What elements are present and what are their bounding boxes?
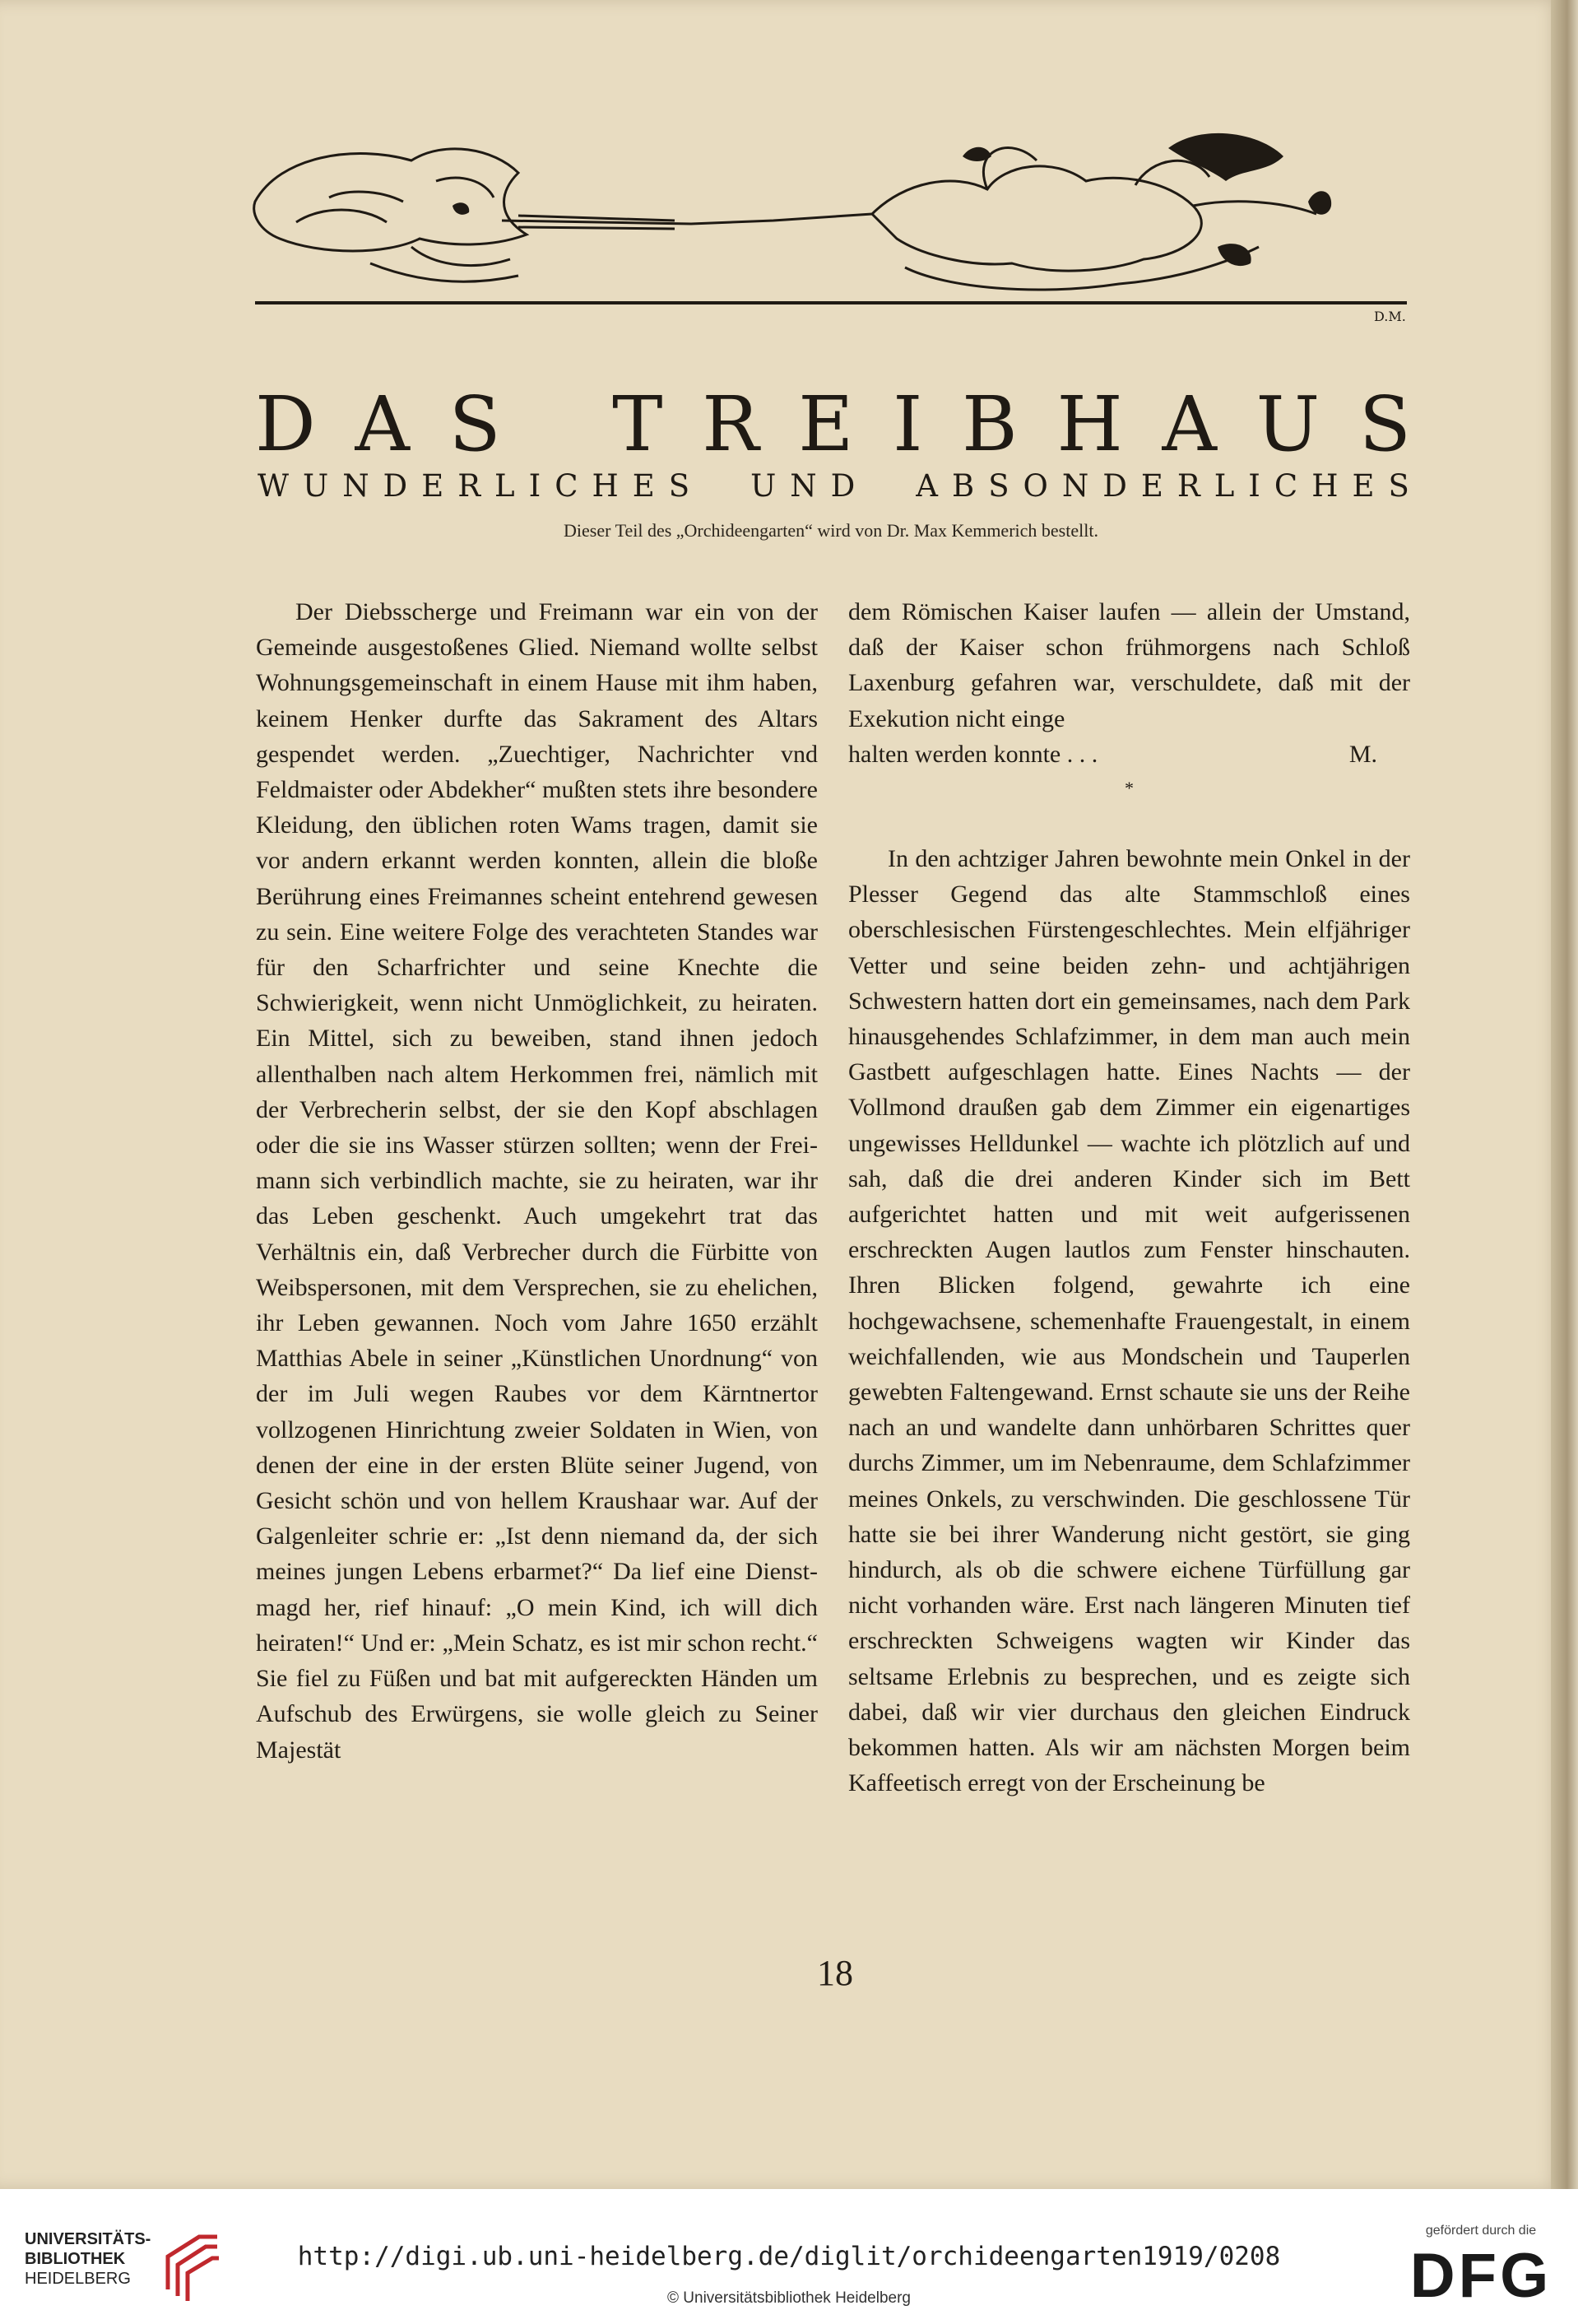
subtitle-letter: I (1248, 468, 1260, 504)
subtitle-letter: S (1388, 468, 1409, 504)
title-letter: T (612, 380, 663, 468)
title-letter: S (1358, 380, 1411, 468)
subtitle-letter: N (1061, 468, 1089, 504)
title-letter: U (1255, 380, 1320, 468)
subtitle-letter: R (457, 468, 481, 504)
editor-note: Dieser Teil des „Orchideengarten“ wird von Dr. Max Kemmerich bestellt. (564, 520, 1098, 541)
subtitle-letter: D (383, 468, 408, 504)
title-letter: A (355, 380, 410, 468)
page-number: 18 (817, 1953, 853, 1993)
ub-logo-mark-icon (158, 2232, 224, 2301)
subtitle-letter: H (592, 468, 619, 504)
subtitle-letter: D (1102, 468, 1127, 504)
title-letter: A (1162, 380, 1217, 468)
funding-note: gefördert durch die (1425, 2224, 1537, 2238)
subtitle-letter: R (1177, 468, 1200, 504)
subtitle-letter: H (1311, 468, 1339, 504)
article-paragraph: Der Diebsscherge und Freimann war ein von der Gemeinde ausgestoßenes Glied. Niemand wollte selbst Wohnungsgemeinschaft in einem Hause mit ihm haben, keinem Henker durfte das Sakrament des Altars gespendet werden. „Zuechtiger, Nachrichter vnd Feldmaister oder Abdekher“ mußten stets ihre besondere Kleidung, den üblichen roten Wams tragen, damit sie vor andern erkannt werden konnten, allein die bloße Berührung eines Freimannes scheint entehrend gewesen zu sein. Eine weitere Folge des verachteten Standes war für den Scharfrichter und seine Knechte die Schwierigkeit, wenn nicht Unmöglichkeit, zu heiraten. Ein Mittel, sich zu beweiben, stand ihnen jedoch allenthalben nach altem Herkommen frei, nämlich mit der Verbrecherin selbst, der sie den Kopf abschlagen oder die sie ins Wasser stürzen sollten; wenn der Freimann sich verbindlich machte, sie zu heiraten, war ihr das Leben geschenkt. Auch umgekehrt trat das Verhältnis ein, daß Verbrecher durch die Fürbitte von Weibspersonen, mit dem Versprechen, sie zu ehelichen, ihr Leben gewannen. Noch vom Jahre 1650 erzählt Matthias Abele in seiner „Künstlichen Unordnung“ von der im Juli wegen Raubes vor dem Kärntnertor vollzogenen Hinrichtung zweier Soldaten in Wien, von denen der eine in der ersten Blüte seiner Jugend, von Gesicht schön und von hellem Kraushaar war. Auf der Galgenleiter schrie er: „Ist denn niemand da, der sich meines jungen Lebens erbarmet?“ Da lief eine Dienstmagd her, rief hinauf: „O mein Kind, ich will dich heiraten!“ Und er: „Mein Schatz, es ist mir schon recht.“ Sie fiel zu Füßen und bat mit aufgereckten Händen um Aufschub des Erwürgens, sie wolle gleich zu Seiner Majestät (256, 598, 818, 1764)
institution-name-line1: UNIVERSITÄTS- (25, 2230, 151, 2248)
subtitle-word-gap (703, 471, 736, 501)
subtitle-letter: E (632, 468, 655, 504)
text-column-left (256, 594, 818, 1768)
subtitle-letter: N (790, 468, 817, 504)
subtitle-letter: C (555, 468, 578, 504)
title-letter: R (702, 380, 759, 468)
subtitle-word-gap (869, 471, 902, 501)
subtitle-letter: D (830, 468, 856, 504)
title-word-gap (540, 387, 573, 462)
page-title (255, 380, 1411, 468)
subtitle-letter: U (303, 468, 329, 504)
decorative-vignette-illustration (247, 123, 1419, 325)
title-letter: E (798, 380, 854, 468)
author-signature: M. (1348, 740, 1377, 768)
article-paragraph: In den achtziger Jahren bewohnte mein Onkel in der Plesser Gegend das alte Stammschloß eines oberschlesischen Fürstengeschlechtes. Mein elfjähriger Vetter und seine beiden zehn- und achtjährigen Schwestern hatten dort ein gemeinsames, nach dem Park hinausgehendes Schlafzimmer, in dem man auch mein Gastbett aufgeschlagen hatte. Eines Nachts — der Vollmond draußen gab dem Zimmer ein eigenartiges ungewisses Helldunkel — wachte ich plötzlich auf und sah, daß die drei anderen Kinder sich im Bett aufgerichtet hatten und mit weit aufgerissenen erschreckten Augen lautlos zum Fenster hinschauten. Ihren Blicken folgend, gewahrte ich eine hochgewachsene, schemenhafte Frauengestalt, in einem weichfallenden, wie aus Mondschein und Tauperlen gewebten Faltengewand. Ernst schaute sie uns der Reihe nach an und wandelte dann unhörbaren Schrittes quer durchs Zimmer, um im Nebenraume, dem Schlafzimmer meines Onkels, zu verschwinden. Die geschlossene Tür hatte sie bei ihrer Wanderung nicht gestört, sie ging hindurch, als ob die schwere eichene Türfüllung gar nicht vorhanden wäre. Erst nach längeren Minuten tief erschreckten Schweigens wagten wir Kinder das seltsame Erlebnis zu besprechen, und es zeigte sich dabei, daß wir vier durchaus den gleichen Eindruck bekommen hatten. Als wir am nächsten Morgen beim Kaffeetisch erregt von der Erscheinung be (848, 845, 1410, 1797)
article-last-line: halten werden konnte . . . (848, 740, 1098, 768)
section-separator: * (1125, 778, 1134, 799)
subtitle-letter: C (1274, 468, 1298, 504)
article-continuation: dem Römischen Kaiser laufen — allein der Umstand, daß der Kaiser schon frühmorgens nach Schloß Laxenburg gefahren war, verschuldete, daß mit der Exekution nicht einge (848, 598, 1410, 732)
subtitle-letter: A (916, 468, 939, 504)
dfg-logo: DFG (1409, 2241, 1552, 2311)
subtitle-letter: E (421, 468, 444, 504)
subtitle-letter: L (1214, 468, 1235, 504)
title-letter: I (893, 380, 923, 468)
copyright-notice: © Universitätsbibliothek Heidelberg (667, 2289, 911, 2307)
title-letter: B (962, 380, 1018, 468)
subtitle-letter: U (750, 468, 777, 504)
subtitle-letter: W (258, 468, 290, 504)
page-edge-shadow (1551, 0, 1578, 2189)
institution-name-line3: HEIDELBERG (25, 2270, 131, 2288)
subtitle-letter: O (1023, 468, 1048, 504)
article-ending-line (848, 737, 1410, 772)
subtitle-letter: L (494, 468, 515, 504)
subtitle-letter: S (668, 468, 690, 504)
subtitle-letter: S (988, 468, 1009, 504)
subtitle-letter: I (528, 468, 541, 504)
title-letter: S (448, 380, 501, 468)
page-subtitle (258, 468, 1409, 504)
subtitle-letter: B (952, 468, 975, 504)
institution-name-line2: BIBLIOTHEK (25, 2250, 126, 2268)
source-url-link[interactable]: http://digi.ub.uni-heidelberg.de/diglit/orchideengarten1919/0208 (297, 2242, 1281, 2271)
digitization-footer (0, 2189, 1578, 2324)
title-letter: H (1056, 380, 1123, 468)
title-letter: D (255, 380, 316, 468)
subtitle-letter: N (342, 468, 369, 504)
subtitle-letter: E (1352, 468, 1375, 504)
subtitle-letter: E (1140, 468, 1163, 504)
artist-monogram: D.M. (1374, 309, 1406, 324)
university-library-logo (25, 2229, 239, 2294)
text-column-right (848, 594, 1410, 1801)
